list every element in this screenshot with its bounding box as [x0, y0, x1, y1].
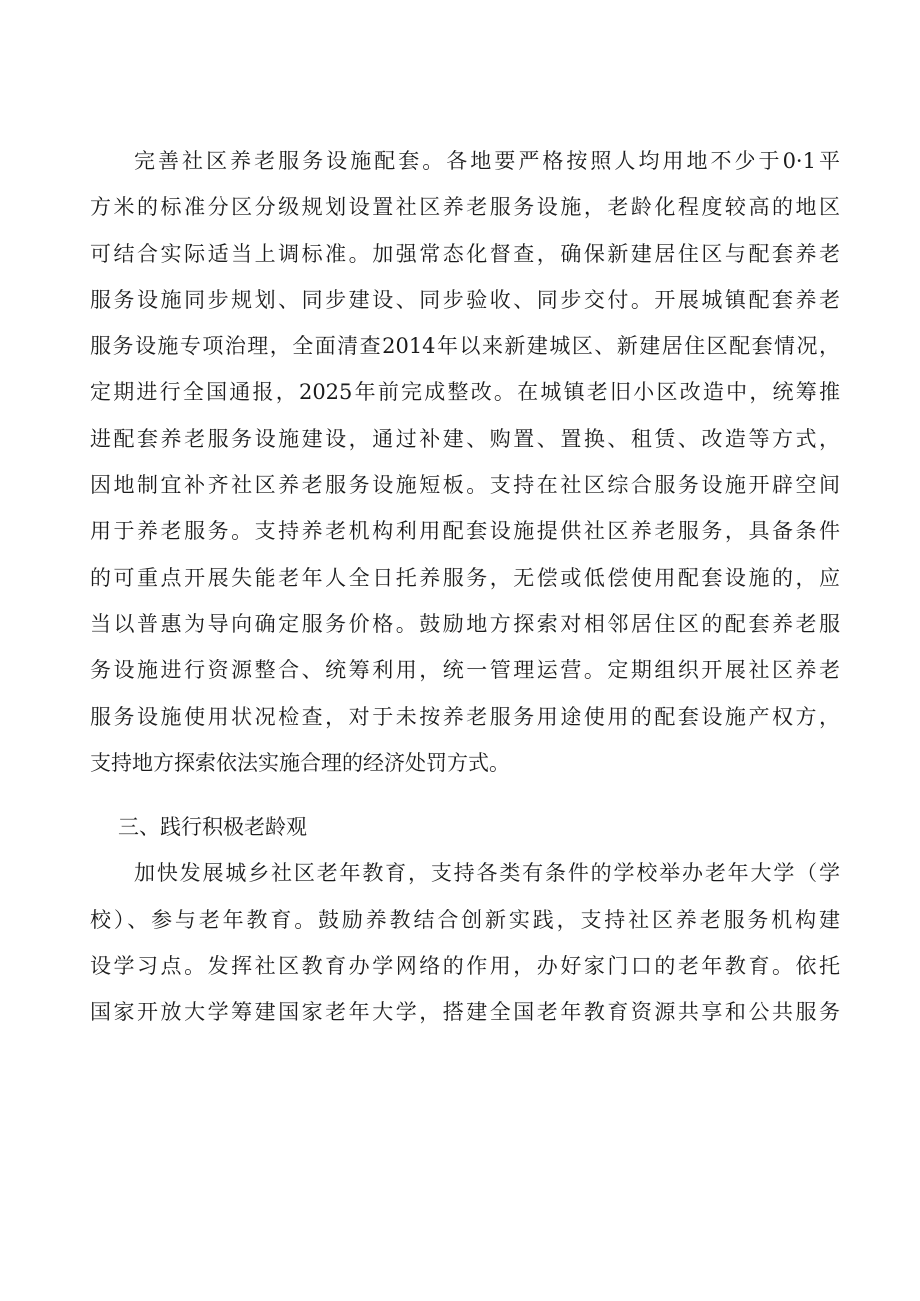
paragraph-line: 因地制宜补齐社区养老服务设施短板。支持在社区综合服务设施开辟空间 — [90, 473, 840, 498]
paragraph-senior-education — [90, 860, 840, 1045]
section-heading: 三、践行积极老龄观 — [118, 815, 307, 840]
paragraph-line: 校）、参与老年教育。鼓励养教结合创新实践，支持社区养老服务机构建 — [90, 907, 840, 932]
paragraph-line: 设学习点。发挥社区教育办学网络的作用，办好家门口的老年教育。依托 — [90, 954, 840, 979]
paragraph-line: 支持地方探索依法实施合理的经济处罚方式。 — [90, 750, 510, 775]
paragraph-community-facilities — [90, 148, 840, 796]
paragraph-line: 国家开放大学筹建国家老年大学，搭建全国老年教育资源共享和公共服务 — [90, 1000, 840, 1025]
paragraph-line: 加快发展城乡社区老年教育，支持各类有条件的学校举办老年大学（学 — [134, 861, 840, 886]
paragraph-line: 方米的标准分区分级规划设置社区养老服务设施，老龄化程度较高的地区 — [90, 195, 840, 220]
paragraph-line: 的可重点开展失能老年人全日托养服务，无偿或低偿使用配套设施的，应 — [90, 565, 840, 590]
paragraph-line: 服务设施使用状况检查，对于未按养老服务用途使用的配套设施产权方， — [90, 704, 840, 729]
paragraph-line: 完善社区养老服务设施配套。各地要严格按照人均用地不少于0·1平 — [134, 149, 840, 173]
paragraph-line: 务设施进行资源整合、统筹利用，统一管理运营。定期组织开展社区养老 — [90, 658, 840, 683]
paragraph-line: 当以普惠为导向确定服务价格。鼓励地方探索对相邻居住区的配套养老服 — [90, 611, 840, 636]
paragraph-line: 用于养老服务。支持养老机构利用配套设施提供社区养老服务，具备条件 — [90, 519, 840, 544]
document-body — [90, 148, 840, 1046]
paragraph-line: 服务设施专项治理，全面清查2014年以来新建城区、新建居住区配套情况， — [90, 334, 840, 359]
paragraph-line: 服务设施同步规划、同步建设、同步验收、同步交付。开展城镇配套养老 — [90, 287, 840, 312]
paragraph-line: 可结合实际适当上调标准。加强常态化督查，确保新建居住区与配套养老 — [90, 241, 840, 266]
paragraph-line: 进配套养老服务设施建设，通过补建、购置、置换、租赁、改造等方式， — [90, 426, 840, 451]
paragraph-line: 定期进行全国通报，2025年前完成整改。在城镇老旧小区改造中，统筹推 — [90, 380, 840, 405]
